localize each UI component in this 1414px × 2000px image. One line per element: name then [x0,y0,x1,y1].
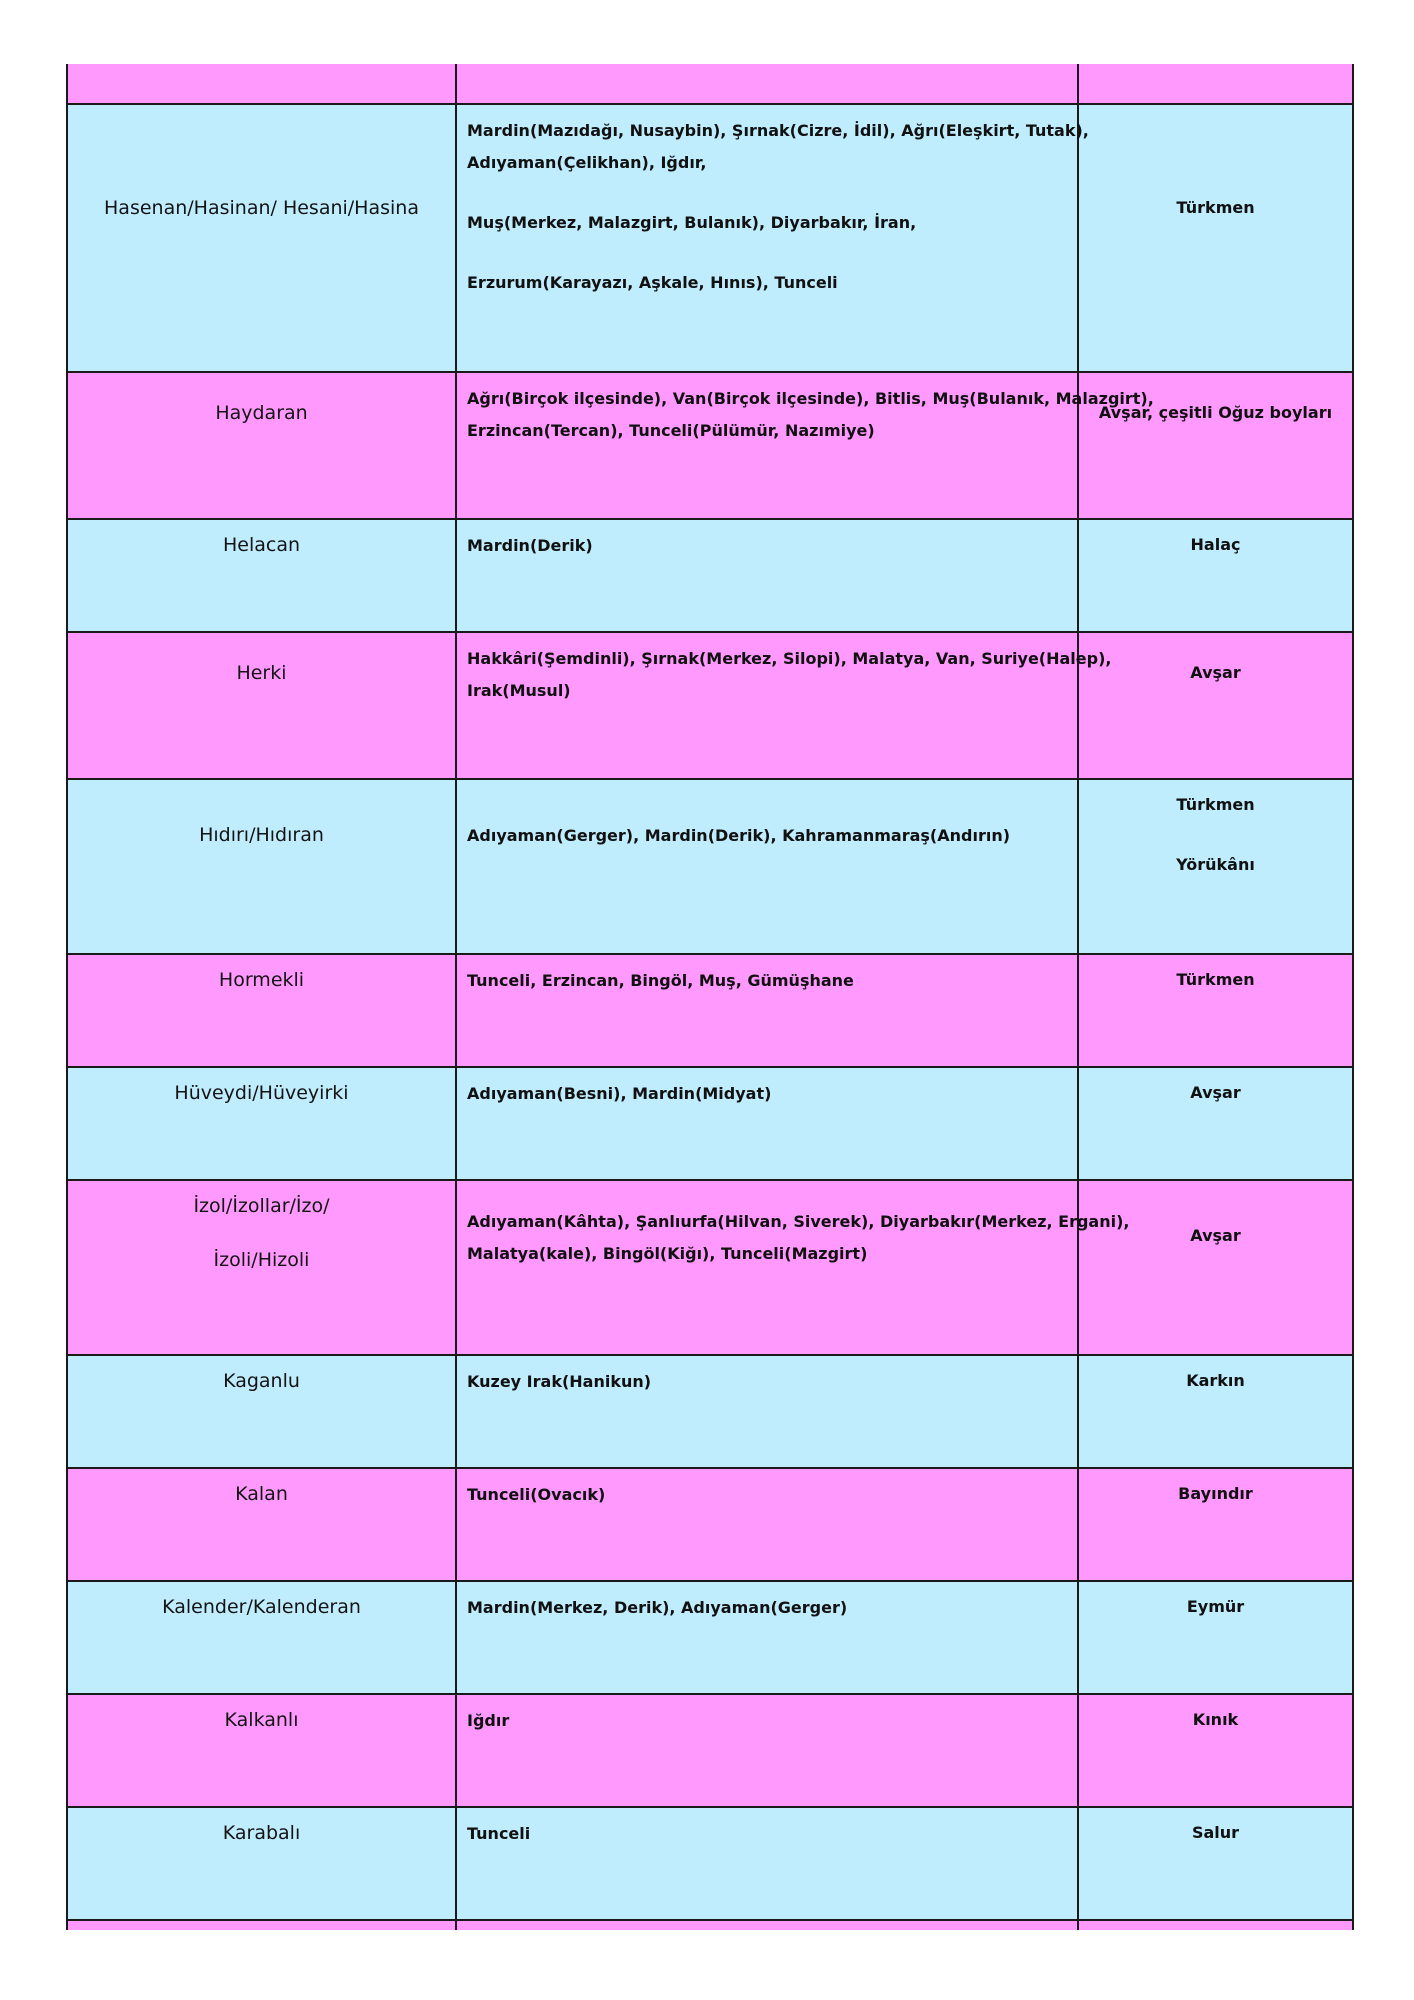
origin-cell [1078,1468,1353,1581]
location-text: Tunceli(Ovacık) [467,1485,606,1504]
tribe-name: Kaganlu [223,1370,300,1392]
origin-cell [1078,779,1353,954]
origin-cell [1078,104,1353,372]
location-cell [456,1581,1078,1694]
table-row [67,519,1353,632]
origin-text: Türkmen [1176,795,1255,814]
origin-cell [1078,519,1353,632]
location-cell [456,1468,1078,1581]
origin-cell [1078,64,1353,104]
tribe-name: Hıdırı/Hıdıran [199,824,324,846]
location-text: Tunceli, Erzincan, Bingöl, Muş, Gümüşhane [467,971,854,990]
origin-text: Kınık [1192,1710,1239,1729]
name-cell [67,1920,456,1930]
origin-text: Türkmen [1176,970,1255,989]
continued-row-top [67,64,1353,104]
origin-cell [1078,1920,1353,1930]
location-text: Mardin(Mazıdağı, Nusaybin), Şırnak(Cizre, İdil), Ağrı(Eleşkirt, Tutak), [467,121,1089,140]
location-text: Iğdır [467,1711,510,1730]
tribe-name: Hasenan/Hasinan/ Hesani/Hasina [104,197,419,219]
table-row [67,1807,1353,1920]
table-row [67,372,1353,519]
location-text: Tunceli [467,1824,531,1843]
name-cell [67,1468,456,1581]
tribe-name: İzol/İzollar/İzo/ [193,1195,330,1217]
name-cell [67,1581,456,1694]
origin-text: Türkmen [1176,198,1255,217]
origin-text: Salur [1191,1823,1240,1842]
location-cell [456,519,1078,632]
name-cell [67,372,456,519]
name-cell [67,632,456,779]
location-text: Adıyaman(Çelikhan), Iğdır, [467,153,707,172]
origin-cell [1078,954,1353,1067]
name-cell [67,1067,456,1180]
location-text: Mardin(Derik) [467,536,593,555]
origin-text: Bayındır [1178,1484,1253,1503]
origin-text: Avşar [1190,1226,1241,1245]
name-cell [67,64,456,104]
name-cell [67,1807,456,1920]
origin-cell [1078,1180,1353,1355]
table-row [67,1355,1353,1468]
location-text: Irak(Musul) [467,681,571,700]
origin-text: Eymür [1186,1597,1245,1616]
location-text: Erzurum(Karayazı, Aşkale, Hınıs), Tunceli [467,273,838,292]
location-text: Hakkâri(Şemdinli), Şırnak(Merkez, Silopi), Malatya, Van, Suriye(Halep), [467,649,1112,668]
origin-cell [1078,1694,1353,1807]
origin-cell [1078,1581,1353,1694]
table-row [67,1067,1353,1180]
name-cell [67,1694,456,1807]
tribe-name: Helacan [222,534,301,556]
origin-cell [1078,1067,1353,1180]
location-text: Ağrı(Birçok ilçesinde), Van(Birçok ilçesinde), Bitlis, Muş(Bulanık, Malazgirt), [467,389,1154,408]
name-cell [67,1180,456,1355]
name-cell [67,779,456,954]
tribe-name: Karabalı [222,1822,301,1844]
table-body [67,64,1353,1930]
location-text: Malatya(kale), Bingöl(Kiğı), Tunceli(Mazgirt) [467,1244,868,1263]
location-text: Mardin(Merkez, Derik), Adıyaman(Gerger) [467,1598,848,1617]
location-cell [456,64,1078,104]
tribe-name: Kalan [235,1483,288,1505]
table-row [67,104,1353,372]
location-cell [456,1694,1078,1807]
origin-text: Yörükânı [1176,855,1255,874]
location-cell [456,632,1112,779]
continued-row-bottom [67,1920,1353,1930]
name-cell [67,519,456,632]
location-text: Muş(Merkez, Malazgirt, Bulanık), Diyarbakır, İran, [467,213,917,232]
tribe-name: Herki [236,662,287,684]
origin-text: Karkın [1186,1371,1245,1390]
tribes-table [66,64,1354,1930]
location-text: Adıyaman(Kâhta), Şanlıurfa(Hilvan, Siverek), Diyarbakır(Merkez, Ergani), [467,1212,1130,1231]
location-text: Adıyaman(Besni), Mardin(Midyat) [467,1084,772,1103]
table-row [67,632,1353,779]
location-cell [456,1355,1078,1468]
location-cell [456,1807,1078,1920]
location-text: Kuzey Irak(Hanikun) [467,1372,652,1391]
origin-cell [1078,632,1353,779]
tribe-name: Haydaran [215,402,308,424]
location-text: Erzincan(Tercan), Tunceli(Pülümür, Nazımiye) [467,421,875,440]
location-cell [456,372,1154,519]
tribe-name: Kalkanlı [224,1709,299,1731]
origin-text: Avşar, çeşitli Oğuz boyları [1098,403,1333,422]
tribe-name: Kalender/Kalenderan [162,1596,361,1618]
origin-cell [1078,1355,1353,1468]
name-cell [67,104,456,372]
origin-text: Avşar [1190,1083,1241,1102]
name-cell [67,954,456,1067]
table-row [67,1468,1353,1581]
location-cell [456,1180,1130,1355]
location-cell [456,779,1078,954]
name-cell [67,1355,456,1468]
table-row [67,1694,1353,1807]
tribe-name: Hüveydi/Hüveyirki [174,1082,349,1104]
table-row [67,954,1353,1067]
origin-text: Avşar [1190,663,1241,682]
tribe-name: İzoli/Hizoli [213,1249,310,1271]
table-row [67,779,1353,954]
location-cell [456,954,1078,1067]
tribe-name: Hormekli [218,969,305,991]
location-cell [456,104,1089,372]
table-row [67,1180,1353,1355]
origin-cell [1078,1807,1353,1920]
location-text: Adıyaman(Gerger), Mardin(Derik), Kahramanmaraş(Andırın) [467,826,1011,845]
table-row [67,1581,1353,1694]
origin-text: Halaç [1190,535,1241,554]
location-cell [456,1920,1078,1930]
location-cell [456,1067,1078,1180]
